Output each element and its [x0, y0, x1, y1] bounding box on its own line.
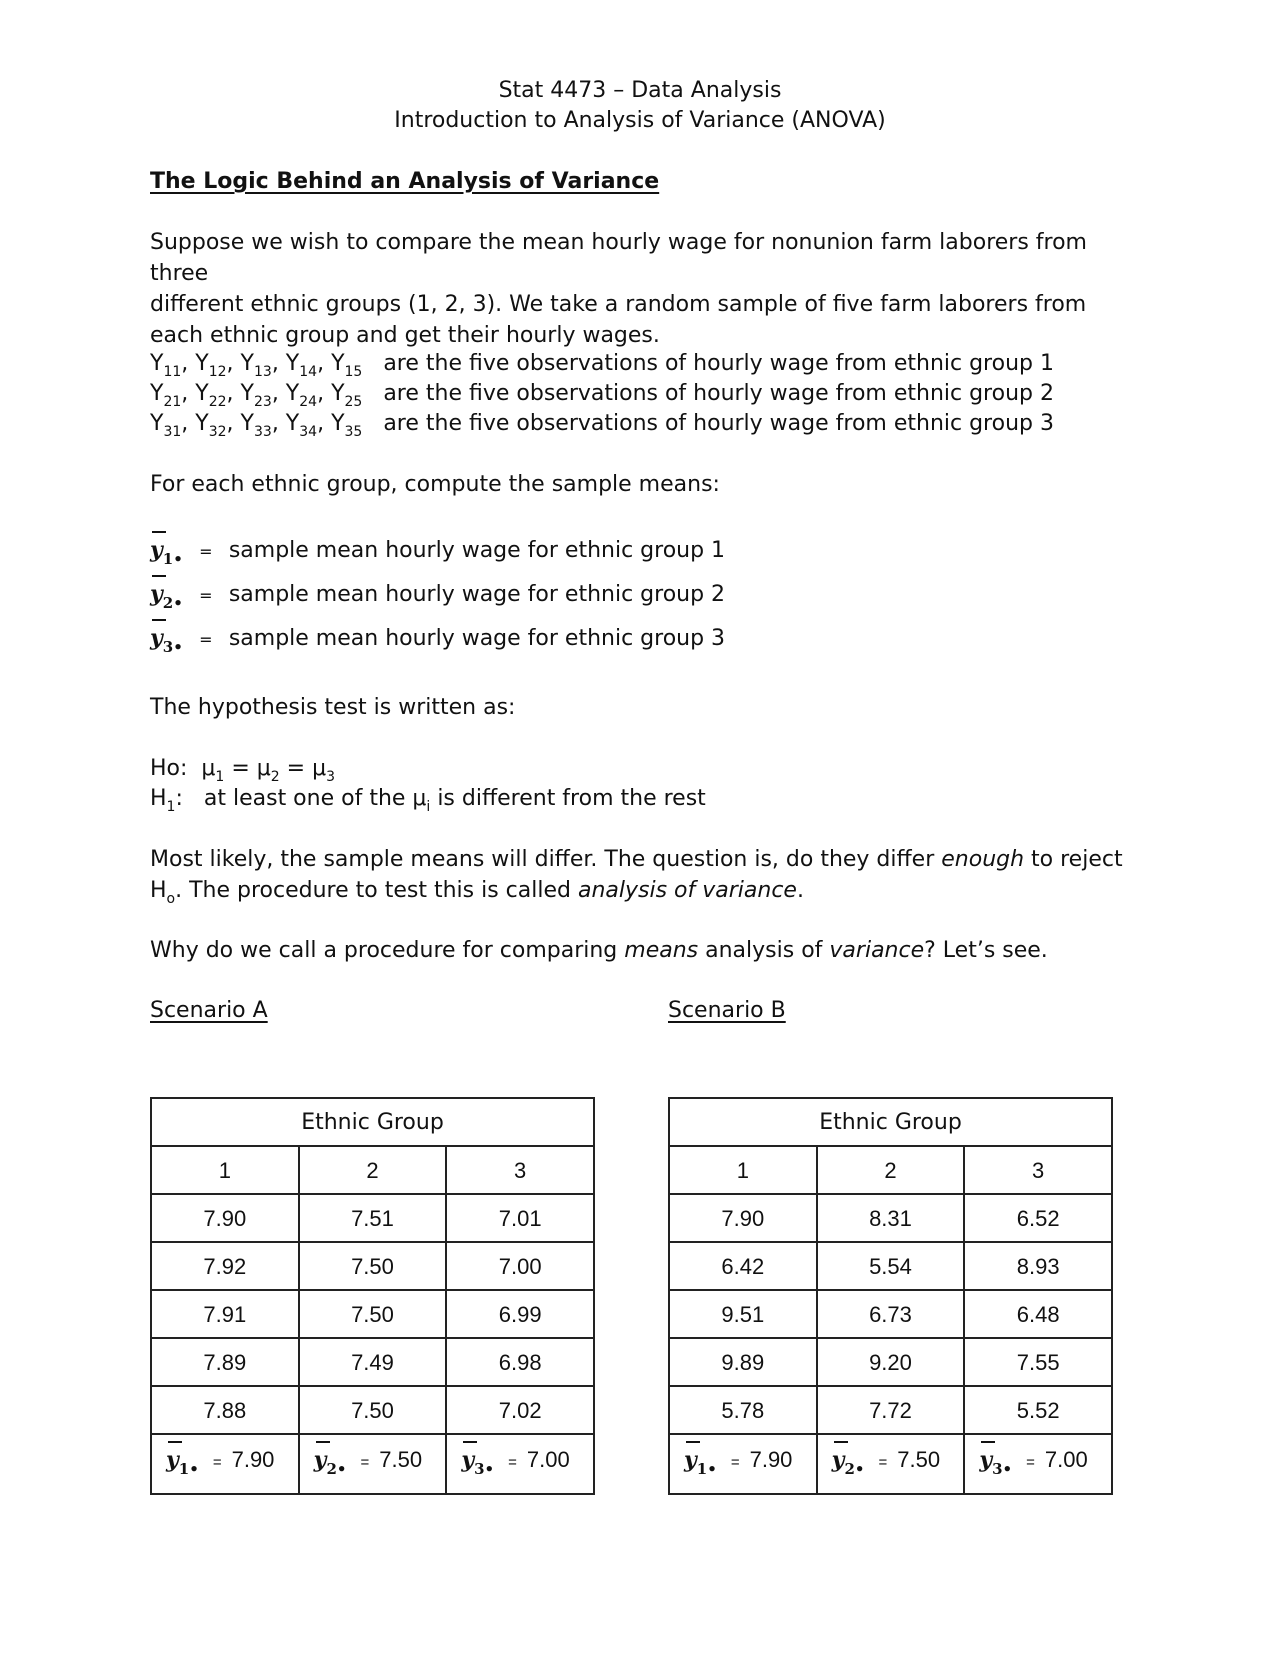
cell: 7.49 [299, 1338, 447, 1386]
group-label: 3 [446, 1146, 594, 1194]
table-row [669, 1146, 1112, 1194]
obs-description: are the five observations of hourly wage from ethnic group 1 [383, 351, 1054, 376]
text: Why do we call a procedure for comparing [150, 938, 625, 963]
hypothesis-intro: The hypothesis test is written as: [150, 695, 516, 720]
mean-cell: $y_{1•} = 7.90$ [669, 1434, 817, 1494]
equals-sign: = [199, 586, 213, 605]
table-row [669, 1194, 1112, 1242]
text: ? Let’s see. [924, 938, 1048, 963]
obs-symbols: $Y_{11}$, $Y_{12}$, $Y_{13}$, $Y_{14}$, $Y_{15}$ [150, 351, 363, 380]
cell: 7.90 [669, 1194, 817, 1242]
cell: 7.92 [151, 1242, 299, 1290]
group-label: 1 [669, 1146, 817, 1194]
cell: 7.72 [817, 1386, 965, 1434]
scenario-b-label: Scenario B [668, 998, 786, 1023]
doc-title: Stat 4473 – Data Analysis [498, 78, 782, 103]
mean-symbol: $y_{2•}$ [150, 579, 183, 619]
cell: 7.90 [151, 1194, 299, 1242]
mean-definition-2 [150, 579, 725, 619]
intro-line-3: each ethnic group and get their hourly wages. [150, 323, 660, 348]
h1-text: at least one of the μ [203, 786, 427, 811]
cell: 6.48 [964, 1290, 1112, 1338]
mean-cell: $y_{3•} = 7.00$ [964, 1434, 1112, 1494]
section-heading: The Logic Behind an Analysis of Variance [150, 169, 660, 194]
observation-line-2 [150, 378, 1054, 409]
mean-definition-3 [150, 623, 725, 663]
cell: 5.54 [817, 1242, 965, 1290]
cell: 7.00 [446, 1242, 594, 1290]
text: analysis of [698, 938, 830, 963]
paragraph-differ: Most likely, the sample means will differ. The question is, do they differ enough to reject $H_o$. The procedure to test this is called analysis of variance. [150, 847, 1123, 907]
paragraph-why [150, 935, 1150, 966]
cell: 6.73 [817, 1290, 965, 1338]
mean-description: sample mean hourly wage for ethnic group 2 [228, 582, 726, 607]
cell: 7.01 [446, 1194, 594, 1242]
cell: 9.89 [669, 1338, 817, 1386]
group-label: 2 [817, 1146, 965, 1194]
intro-line-2: different ethnic groups (1, 2, 3). We take a random sample of five farm laborers from [150, 292, 1087, 317]
text: to reject [1024, 847, 1123, 872]
cell: 8.31 [817, 1194, 965, 1242]
equals-sign: = [199, 630, 213, 649]
cell: 5.78 [669, 1386, 817, 1434]
cell: 7.55 [964, 1338, 1112, 1386]
mean-symbol: $y_{3•}$ [150, 623, 183, 663]
cell: 7.50 [299, 1386, 447, 1434]
mean-cell: $y_{1•} = 7.90$ [151, 1434, 299, 1494]
text: . [796, 878, 804, 903]
group-label: 2 [299, 1146, 447, 1194]
intro-line-1: Suppose we wish to compare the mean hourly wage for nonunion farm laborers from three [150, 230, 1087, 286]
mean-cell: $y_{2•} = 7.50$ [817, 1434, 965, 1494]
observation-line-1 [150, 348, 1054, 379]
cell: 6.99 [446, 1290, 594, 1338]
mean-cell: $y_{3•} = 7.00$ [446, 1434, 594, 1494]
null-hypothesis: Ho: $\mu_1 = \mu_2 = \mu_3$ [150, 756, 336, 785]
obs-description: are the five observations of hourly wage from ethnic group 2 [383, 381, 1054, 406]
group-label: 3 [964, 1146, 1112, 1194]
cell: 5.52 [964, 1386, 1112, 1434]
cell: 6.98 [446, 1338, 594, 1386]
cell: 9.20 [817, 1338, 965, 1386]
mean-description: sample mean hourly wage for ethnic group 3 [228, 626, 726, 651]
means-row [151, 1434, 594, 1494]
table-row [151, 1290, 594, 1338]
group-label: 1 [151, 1146, 299, 1194]
obs-description: are the five observations of hourly wage from ethnic group 3 [383, 411, 1054, 436]
cell: 7.89 [151, 1338, 299, 1386]
table-row [669, 1290, 1112, 1338]
scenario-a-label: Scenario A [150, 998, 268, 1023]
cell: 8.93 [964, 1242, 1112, 1290]
mean-symbol: $y_{1•}$ [150, 535, 183, 575]
doc-subtitle: Introduction to Analysis of Variance (ANOVA) [394, 108, 886, 133]
cell: 7.88 [151, 1386, 299, 1434]
scenario-b-table [668, 1097, 1113, 1495]
mean-cell: $y_{2•} = 7.50$ [299, 1434, 447, 1494]
mean-description: sample mean hourly wage for ethnic group 1 [228, 538, 726, 563]
means-row [669, 1434, 1112, 1494]
cell: 7.50 [299, 1242, 447, 1290]
scenario-a-table [150, 1097, 595, 1495]
cell: 7.91 [151, 1290, 299, 1338]
emphasis: analysis of variance [577, 878, 797, 903]
emphasis: means [624, 938, 699, 963]
table-row [669, 1338, 1112, 1386]
table-header: Ethnic Group [669, 1098, 1112, 1146]
equals-sign: = [199, 542, 213, 561]
h0-label: Ho: [150, 756, 188, 781]
emphasis: variance [829, 938, 925, 963]
table-row [669, 1386, 1112, 1434]
table-row [151, 1386, 594, 1434]
mean-definition-1 [150, 535, 725, 575]
means-intro: For each ethnic group, compute the sample means: [150, 472, 720, 497]
text: . The procedure to test this is called [175, 878, 578, 903]
cell: 7.02 [446, 1386, 594, 1434]
cell: 6.52 [964, 1194, 1112, 1242]
cell: 9.51 [669, 1290, 817, 1338]
table-row [669, 1242, 1112, 1290]
table-row [151, 1242, 594, 1290]
intro-paragraph [150, 227, 1150, 351]
cell: 6.42 [669, 1242, 817, 1290]
cell: 7.50 [299, 1290, 447, 1338]
h1-label: H [150, 786, 167, 811]
obs-symbols: $Y_{31}$, $Y_{32}$, $Y_{33}$, $Y_{34}$, $Y_{35}$ [150, 411, 363, 440]
text: Most likely, the sample means will differ. The question is, do they differ [150, 847, 942, 872]
table-row [151, 1194, 594, 1242]
table-row [151, 1146, 594, 1194]
emphasis: enough [941, 847, 1025, 872]
alt-hypothesis: $H_1$: at least one of the $\mu_i$ is different from the rest [150, 786, 706, 815]
observation-line-3 [150, 408, 1054, 439]
cell: 7.51 [299, 1194, 447, 1242]
table-row [151, 1338, 594, 1386]
h1-rest: is different from the rest [437, 786, 706, 811]
table-header: Ethnic Group [151, 1098, 594, 1146]
obs-symbols: $Y_{21}$, $Y_{22}$, $Y_{23}$, $Y_{24}$, $Y_{25}$ [150, 381, 363, 410]
